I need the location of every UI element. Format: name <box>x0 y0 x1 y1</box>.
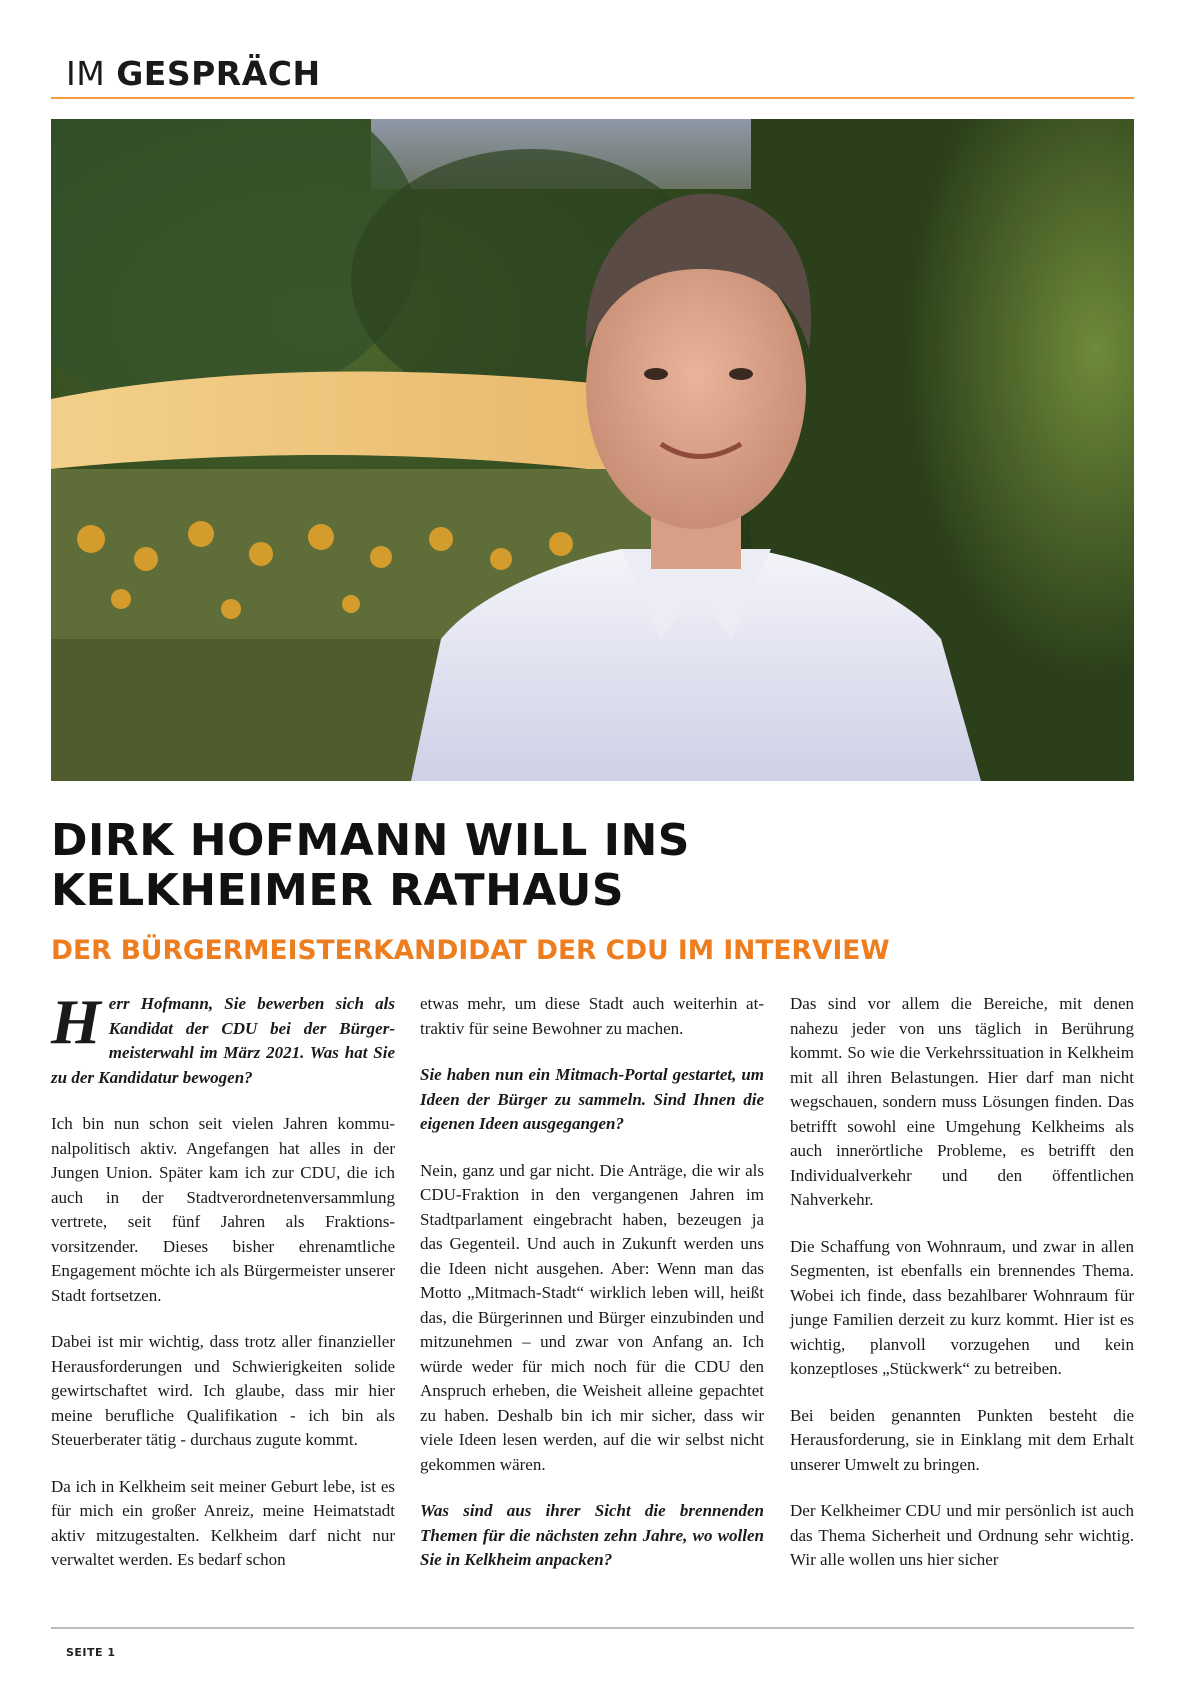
section-prefix: IM <box>66 54 106 93</box>
hero-photo <box>51 119 1134 781</box>
answer-paragraph: Dabei ist mir wichtig, dass trotz aller finanzieller Herausforderungen und Schwierigkeiten solide gewirtschaftet wird. Ich glaube, dass mir hier meine berufliche Qualifikation - ich bin als Steuerberater tätig - durchaus zugute kommt. <box>51 1332 395 1449</box>
answer-paragraph: Ich bin nun schon seit vielen Jahren kommunalpolitisch aktiv. Angefangen hat alles in der Jungen Union. Später kam ich zur CDU, die ich auch in der Stadtverordnetenversammlung vertrete, seit fünf Jahren als Fraktionsvorsitzender. Dieses bisher ehrenamtliche Engagement möchte ich als Bürgermeister unserer Stadt fortsetzen. <box>51 1114 395 1305</box>
column-2 <box>420 992 764 1595</box>
section-label <box>66 54 321 93</box>
page-number: SEITE 1 <box>66 1646 116 1659</box>
header-divider <box>51 97 1134 99</box>
question-1-text: err Hofmann, Sie bewerben sich als Kandidat der CDU bei der Bürgermeisterwahl im März 2021. Was hat Sie zu der Kandidatur bewogen? <box>51 994 395 1087</box>
answer-paragraph: etwas mehr, um diese Stadt auch weiterhin attraktiv für seine Bewohner zu machen. <box>420 994 764 1038</box>
question-3: Was sind aus ihrer Sicht die brennenden Themen für die nächsten zehn Jahre, wo wollen Sie in Kelkheim anpacken? <box>420 1501 764 1569</box>
answer-paragraph: Die Schaffung von Wohnraum, und zwar in allen Segmenten, ist ebenfalls ein brennendes Thema. Wobei ich finde, dass bezahlbarer Wohnraum für junge Familien derzeit zu kurz kommt. Hier ist es wichtig, planvoll vorzugehen und kein konzeptloses „Stückwerk“ zu betreiben. <box>790 1236 1134 1378</box>
question-2: Sie haben nun ein Mitmach-Portal gestartet, um Ideen der Bürger zu sammeln. Sind Ihnen die eigenen Ideen ausgegangen? <box>420 1065 764 1133</box>
article-subtitle: DER BÜRGERMEISTERKANDIDAT DER CDU IM INTERVIEW <box>51 935 890 966</box>
answer-paragraph: Nein, ganz und gar nicht. Die Anträge, die wir als CDU-Fraktion in den vergangenen Jahren im Stadtparlament eingebracht haben, bezeugen ja das Gegenteil. Und auch in Zukunft werden uns die Ideen nicht ausgehen. Aber: Wenn man das Motto „Mitmach-Stadt“ wirklich leben will, heißt das, die Bürgerinnen und Bürger einzubinden und mitzunehmen – und zwar von Anfang an. Ich würde weder für mich noch für die CDU den Anspruch erheben, die Weisheit alleine gepachtet zu haben. Deshalb bin ich mir sicher, dass wir viele Ideen lesen werden, auf die wir selbst nicht gekommen wären. <box>420 1160 764 1474</box>
answer-paragraph: Da ich in Kelkheim seit meiner Geburt lebe, ist es für mich ein großer Anreiz, meine Heimatstadt aktiv mitzugestalten. Kelkheim darf nicht nur verwaltet werden. Es bedarf schon <box>51 1476 395 1569</box>
question-1 <box>51 986 395 1090</box>
answer-paragraph: Bei beiden genannten Punkten besteht die Herausforderung, sie in Einklang mit dem Erhalt unserer Umwelt zu bringen. <box>790 1405 1134 1474</box>
answer-paragraph: Das sind vor allem die Bereiche, mit denen nahezu jeder von uns täglich in Berührung kommt. So wie die Verkehrssituation in Kelkheim mit all ihren Belastungen. Hier darf man nicht wegschauen, sondern muss Lösungen finden. Das betrifft sowohl eine Umgehung Kelkheims als auch innerörtliche Probleme, es betrifft den Individualverkehr und den öffentlichen Nahverkehr. <box>790 994 1134 1209</box>
portrait-image <box>51 119 1134 781</box>
answer-paragraph: Der Kelkheimer CDU und mir persönlich ist auch das Thema Sicherheit und Ordnung sehr wichtig. Wir alle wollen uns hier sicher <box>790 1501 1134 1569</box>
footer-divider <box>51 1627 1134 1629</box>
drop-cap: H <box>51 986 101 1057</box>
column-1 <box>51 986 395 1595</box>
article-title-line2: KELKHEIMER RATHAUS <box>51 865 625 916</box>
section-title: GESPRÄCH <box>116 54 321 93</box>
article-title-line1: DIRK HOFMANN WILL INS <box>51 815 690 866</box>
column-3 <box>790 992 1134 1595</box>
article-title <box>51 816 1134 916</box>
